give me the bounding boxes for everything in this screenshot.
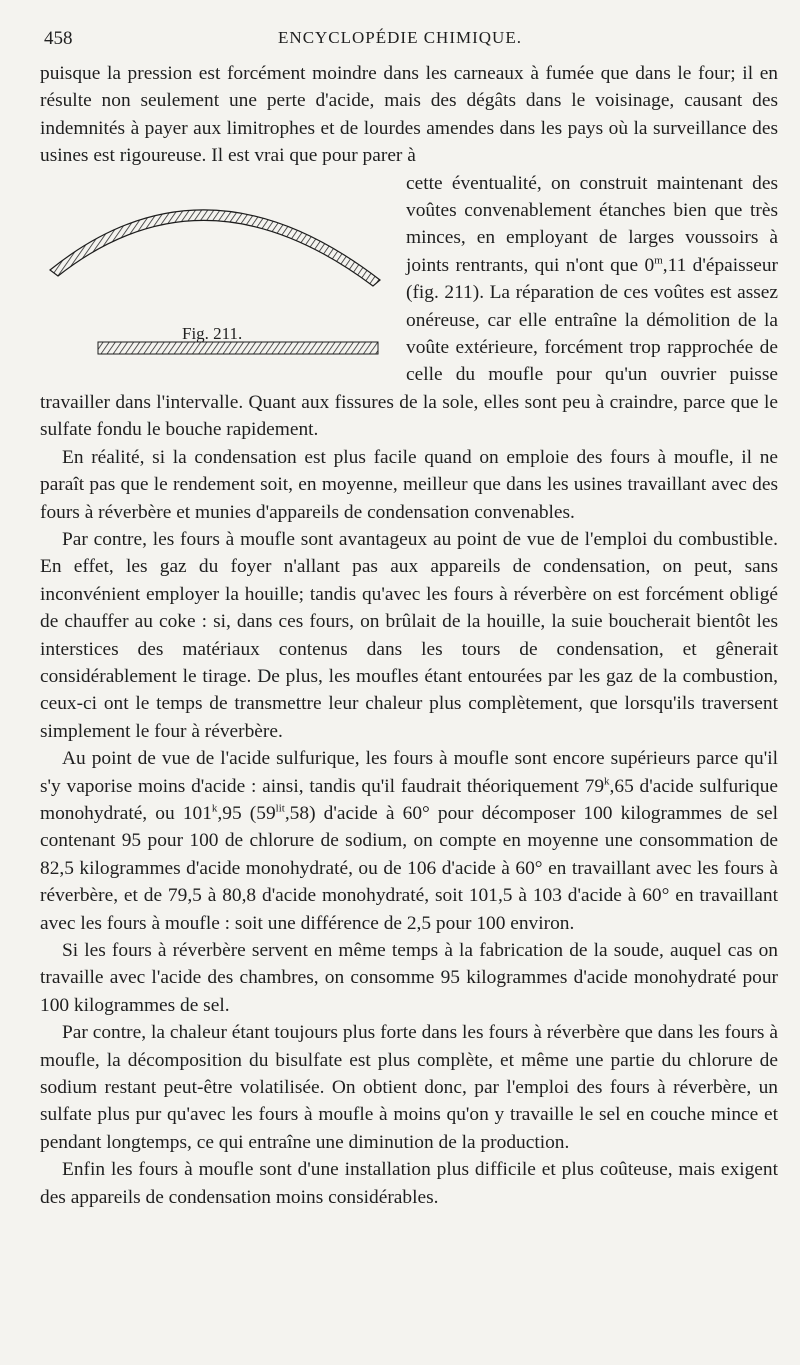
page-number: 458 xyxy=(44,28,73,49)
figure-caption: Fig. 211. xyxy=(182,323,243,343)
p4-sup-2: k xyxy=(211,802,218,815)
paragraph-5: Si les fours à réverbère servent en même temps à la fabrication de la soude, auquel cas on travaille avec l'acide des chambres, on consomme 95 kilogrammes d'acide monohydraté pour 100 kilogrammes de sel. xyxy=(40,940,778,1016)
p1-text-a: cette éventualité, on construit maintenant des voûtes convenablement étanches bien que très minces, en employant de larges voussoirs à joints rentrants, qui n'ont que 0 xyxy=(406,172,778,276)
paragraph-7: Enfin les fours à moufle sont d'une installation plus difficile et plus coûteuse, mais exigent des appareils de condensation moins considérables. xyxy=(40,1159,778,1208)
running-title: ENCYCLOPÉDIE CHIMIQUE. xyxy=(278,28,522,47)
paragraph-2: En réalité, si la condensation est plus facile quand on emploie des fours à moufle, il ne paraît pas que le rendement soit, en moyenne, meilleur que dans les usines travaillant avec des fours à réverbère et munies d'appareils de condensation convenables. xyxy=(40,446,778,523)
p1-text-b: ,11 d'épaisseur (fig. 211). La réparation de ces voûtes est assez onéreuse, car elle entraîne la démolition de la voûte extérieure, forcément trop rapprochée de celle du moufle pour qu'un ouvrier puisse travailler dans l'intervalle. Quant aux fissures de la sole, elles sont peu à craindre, parce que le sulfate fondu le bouche rapidement. xyxy=(40,254,778,441)
arched-vault-section xyxy=(50,210,380,286)
paragraph-6: Par contre, la chaleur étant toujours plus forte dans les fours à réverbère que dans les fours à moufle, la décomposition du bisulfate est plus complète, et même une partie du chlorure de sodium restant peut-être volatilisée. On obtient donc, par l'emploi des fours à réverbère, un sulfate plus pur qu'avec les fours à moufle à moins qu'on y travaille le sel en couche mince et pendant longtemps, ce qui entraîne une diminution de la production. xyxy=(40,1022,778,1153)
paragraph-1-lead: puisque la pression est forcément moindre dans les carneaux à fumée que dans le four; il en résulte non seulement une perte d'acide, mais des dégâts dans le voisinage, causant des indemnités à payer aux limitrophes et de lourdes amendes dans les pays où la surveillance des usines est rigoureuse. Il est vrai que pour parer à xyxy=(40,63,778,167)
p1-unit-sup: m xyxy=(654,254,663,267)
vault-cross-section-drawing xyxy=(40,170,400,388)
p4-text-b: ,65 d'acide sulfurique monohydraté, ou 101 xyxy=(40,775,778,824)
running-header xyxy=(0,22,800,50)
body-text xyxy=(40,60,778,1211)
p4-sup-1: k xyxy=(604,775,610,788)
p4-text-c: ,95 (59 xyxy=(217,802,276,824)
figure-211 xyxy=(40,170,400,388)
paragraph-3: Par contre, les fours à moufle sont avantageux au point de vue de l'emploi du combustible. En effet, les gaz du foyer n'allant pas aux appareils de condensation, on peut, sans inconvénient employer la houille; tandis qu'avec les fours à réverbère on est forcément obligé de chauffer au coke : si, dans ces fours, on brûlait de la houille, la suie boucherait bientôt les interstices des matériaux contenus dans les tours de condensation, et gênerait considérablement le tirage. De plus, les moufles étant entourées par les gaz de la combustion, ceux-ci ont le temps de transmettre leur chaleur plus complètement, que lorsqu'ils traversent simplement le four à réverbère. xyxy=(40,528,778,742)
paragraph-4 xyxy=(40,745,778,937)
p4-text-a: Au point de vue de l'acide sulfurique, les fours à moufle sont encore supérieurs parce qu'il s'y vaporise moins d'acide : ainsi, tandis qu'il faudrait théoriquement 79 xyxy=(40,748,778,797)
p4-sup-3: lit xyxy=(275,802,285,815)
p4-text-d: ,58) d'acide à 60° pour décomposer 100 kilogrammes de sel contenant 95 pour 100 de chlorure de sodium, on compte en moyenne une consommation de 82,5 kilogrammes d'acide monohydraté, ou de 106 d'acide à 60° en travaillant avec les fours à réverbère, et de 79,5 à 80,8 d'acide monohydraté, soit 101,5 à 103 d'acide à 60° en travaillant avec les fours à moufle : soit une différence de 2,5 pour 100 environ. xyxy=(40,802,778,934)
